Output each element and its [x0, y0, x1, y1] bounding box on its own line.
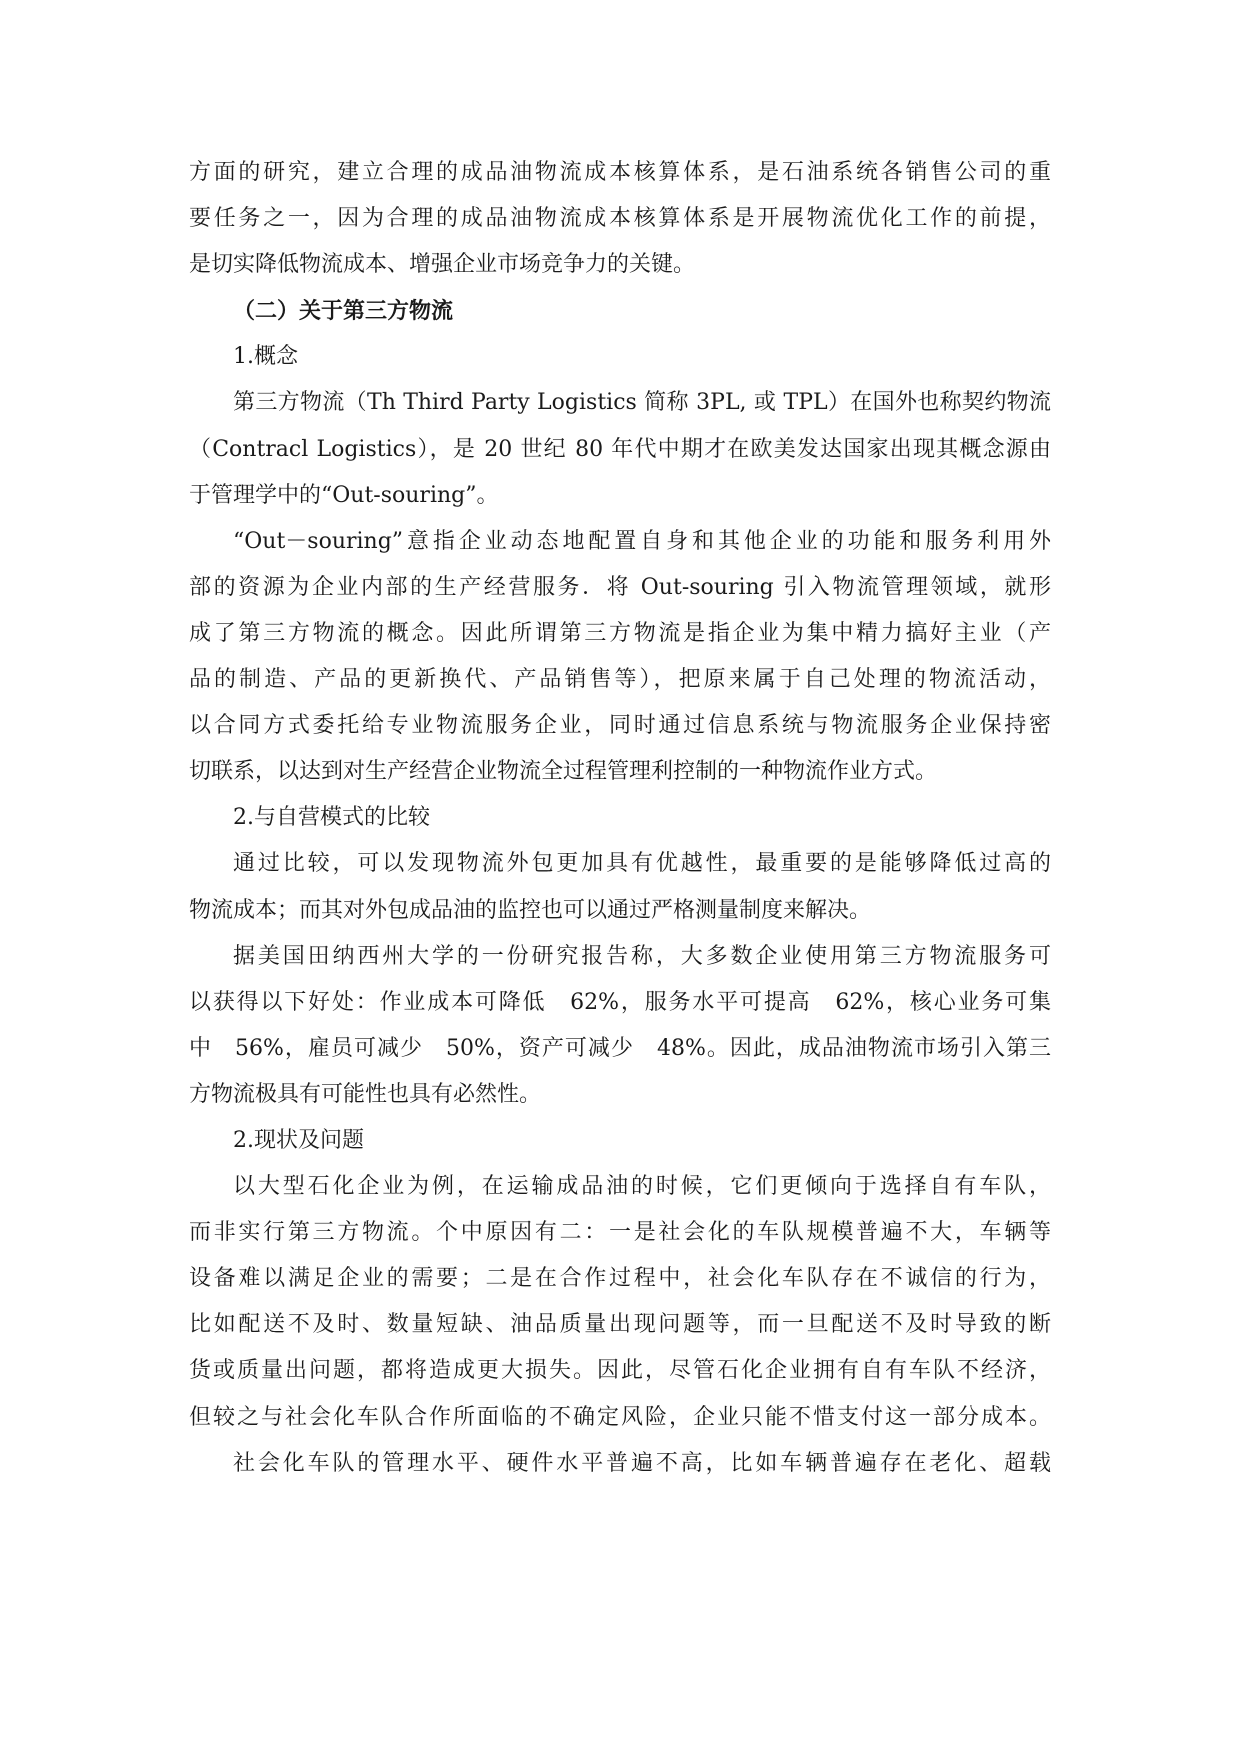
paragraph-line: 要任务之一，因为合理的成品油物流成本核算体系是开展物流优化工作的前提， — [189, 206, 1051, 232]
paragraph-line: 设备难以满足企业的需要；二是在合作过程中，社会化车队存在不诚信的行为， — [189, 1266, 1051, 1292]
subsection-heading: 2.现状及问题 — [233, 1127, 364, 1153]
paragraph-line: 第三方物流（Th Third Party Logistics 简称 3PL, 或 TPL）在国外也称契约物流 — [233, 390, 1051, 416]
document-body — [189, 150, 1051, 1487]
paragraph-line: 成了第三方物流的概念。因此所谓第三方物流是指企业为集中精力搞好主业（产 — [189, 620, 1051, 646]
paragraph-line: 比如配送不及时、数量短缺、油品质量出现问题等，而一旦配送不及时导致的断 — [189, 1312, 1051, 1338]
section-heading: （二）关于第三方物流 — [233, 298, 454, 325]
paragraph-line: 中 56%，雇员可减少 50%，资产可减少 48%。因此，成品油物流市场引入第三 — [189, 1035, 1051, 1061]
paragraph-line: 货或质量出问题，都将造成更大损失。因此，尽管石化企业拥有自有车队不经济， — [189, 1358, 1051, 1384]
subsection-heading: 1.概念 — [233, 344, 298, 370]
paragraph-line: 以获得以下好处：作业成本可降低 62%，服务水平可提高 62%，核心业务可集 — [189, 989, 1051, 1015]
paragraph-line: 方物流极具有可能性也具有必然性。 — [189, 1081, 542, 1107]
paragraph-line: 于管理学中的“Out-souring”。 — [189, 482, 499, 508]
paragraph-line: 物流成本；而其对外包成品油的监控也可以通过严格测量制度来解决。 — [189, 897, 872, 923]
paragraph-line: “Out－souring”意指企业动态地配置自身和其他企业的功能和服务利用外 — [233, 528, 1051, 554]
paragraph-line: 而非实行第三方物流。个中原因有二：一是社会化的车队规模普遍不大，车辆等 — [189, 1220, 1051, 1246]
paragraph-line: 社会化车队的管理水平、硬件水平普遍不高，比如车辆普遍存在老化、超载 — [233, 1450, 1051, 1476]
paragraph-line: 方面的研究，建立合理的成品油物流成本核算体系，是石油系统各销售公司的重 — [189, 160, 1051, 185]
paragraph-line: 以大型石化企业为例，在运输成品油的时候，它们更倾向于选择自有车队， — [233, 1174, 1051, 1200]
paragraph-line: 切联系，以达到对生产经营企业物流全过程管理利控制的一种物流作业方式。 — [189, 759, 938, 785]
subsection-heading: 2.与自营模式的比较 — [233, 805, 430, 831]
paragraph-line: 通过比较，可以发现物流外包更加具有优越性，最重要的是能够降低过高的 — [233, 851, 1051, 877]
paragraph-line: 以合同方式委托给专业物流服务企业，同时通过信息系统与物流服务企业保持密 — [189, 713, 1051, 739]
paragraph-line: 是切实降低物流成本、增强企业市场竞争力的关键。 — [189, 252, 696, 278]
paragraph-line: 据美国田纳西州大学的一份研究报告称，大多数企业使用第三方物流服务可 — [233, 943, 1051, 969]
paragraph-line: 部的资源为企业内部的生产经营服务．将 Out-souring 引入物流管理领域，就形 — [189, 574, 1051, 600]
paragraph-line: （Contracl Logistics），是 20 世纪 80 年代中期才在欧美发达国家出现其概念源由 — [189, 436, 1051, 462]
paragraph-line: 品的制造、产品的更新换代、产品销售等），把原来属于自己处理的物流活动， — [189, 667, 1051, 693]
paragraph-line: 但较之与社会化车队合作所面临的不确定风险，企业只能不惜支付这一部分成本。 — [189, 1404, 1051, 1430]
